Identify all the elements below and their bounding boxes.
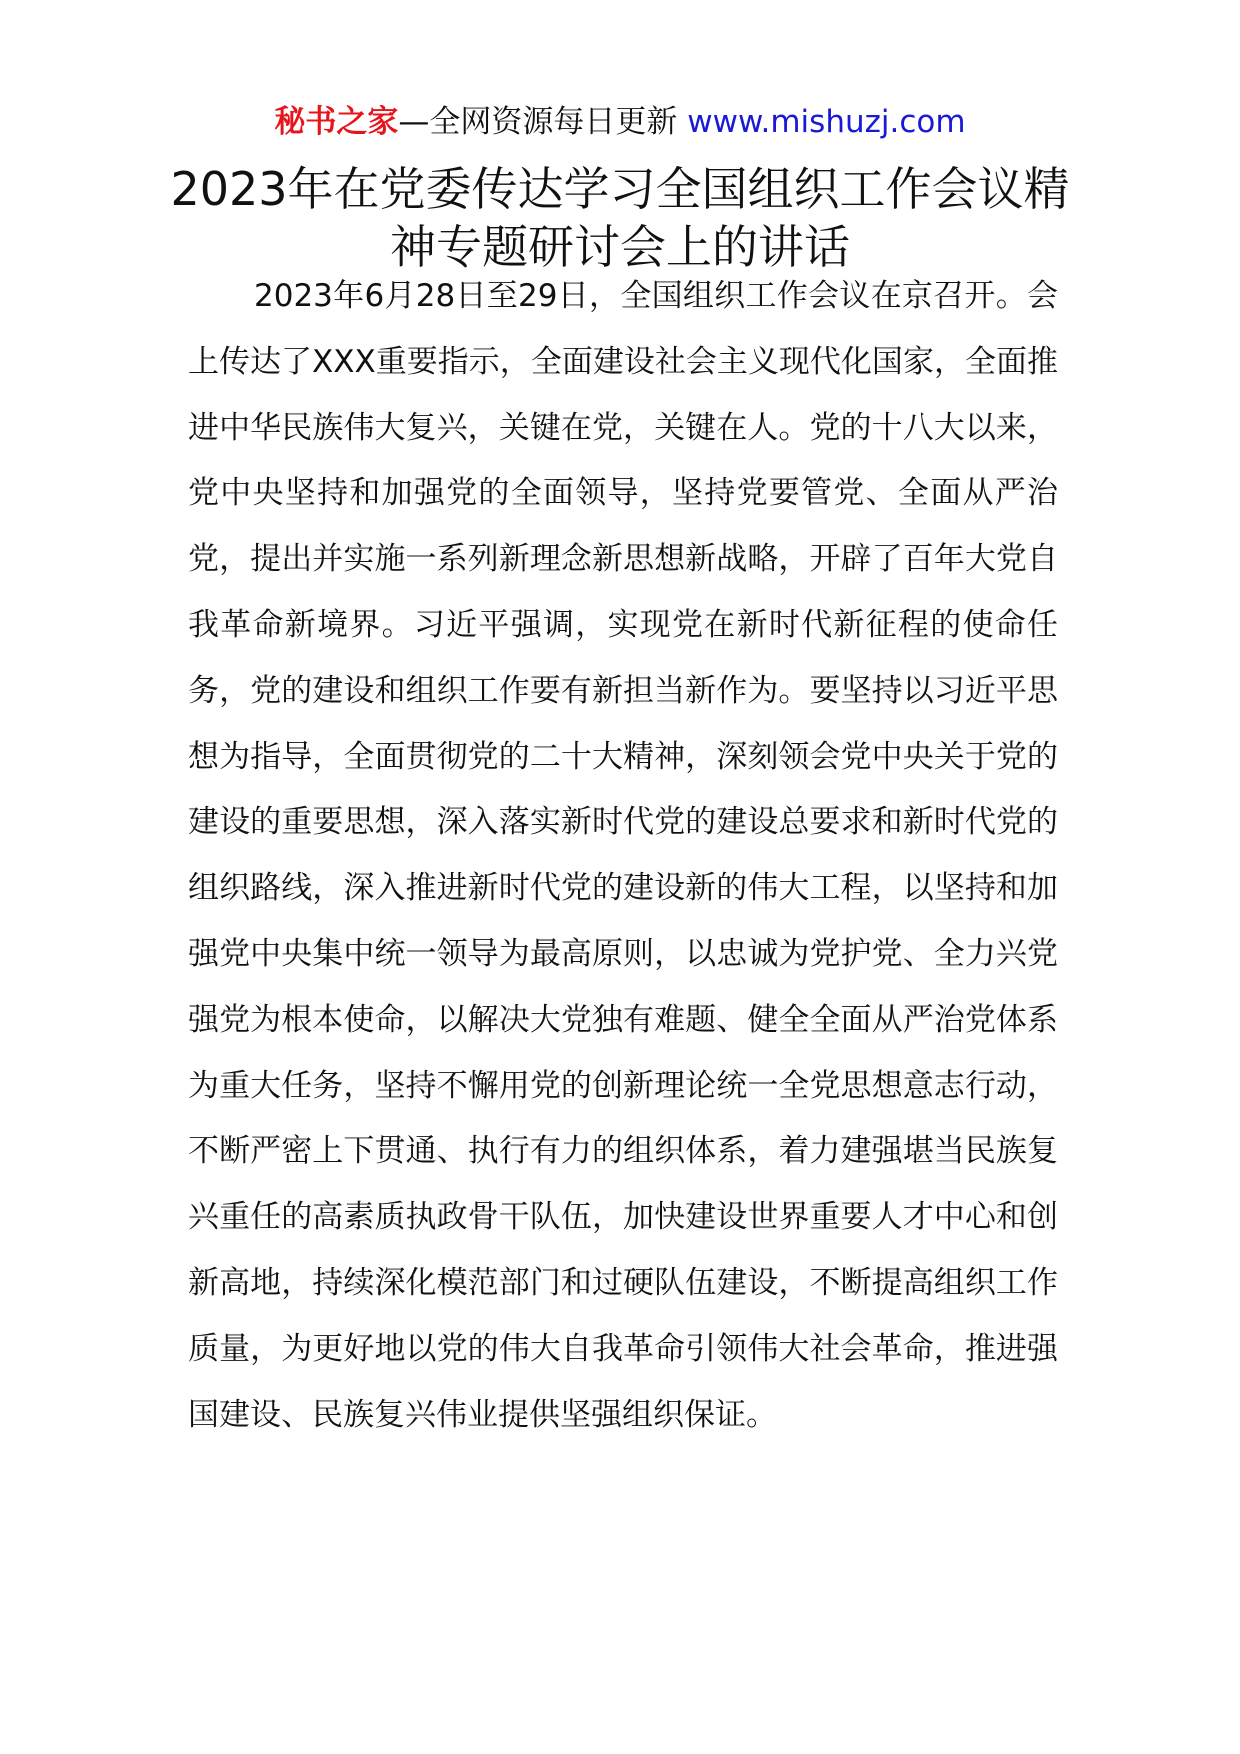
- site-url-link[interactable]: www.mishuzj.com: [687, 104, 966, 140]
- site-brand: 秘书之家: [274, 104, 399, 140]
- document-body-paragraph: 2023年6月28日至29日，全国组织工作会议在京召开。会上传达了XXX重要指示，全面建设社会主义现代化国家，全面推进中华民族伟大复兴，关键在党，关键在人。党的十八大以来，党中央坚持和加强党的全面领导，坚持党要管党、全面从严治党，提出并实施一系列新理念新思想新战略，开辟了百年大党自我革命新境界。习近平强调，实现党在新时代新征程的使命任务，党的建设和组织工作要有新担当新作为。要坚持以习近平思想为指导，全面贯彻党的二十大精神，深刻领会党中央关于党的建设的重要思想，深入落实新时代党的建设总要求和新时代党的组织路线，深入推进新时代党的建设新的伟大工程，以坚持和加强党中央集中统一领导为最高原则，以忠诚为党护党、全力兴党强党为根本使命，以解决大党独有难题、健全全面从严治党体系为重大任务，坚持不懈用党的创新理论统一全党思想意志行动，不断严密上下贯通、执行有力的组织体系，着力建强堪当民族复兴重任的高素质执政骨干队伍，加快建设世界重要人才中心和创新高地，持续深化模范部门和过硬队伍建设，不断提高组织工作质量，为更好地以党的伟大自我革命引领伟大社会革命，推进强国建设、民族复兴伟业提供坚强组织保证。: [188, 278, 1058, 1433]
- document-title: 2023年在党委传达学习全国组织工作会议精神专题研讨会上的讲话: [170, 162, 1070, 274]
- site-header: [0, 100, 1240, 144]
- site-tagline: —全网资源每日更新: [398, 104, 688, 140]
